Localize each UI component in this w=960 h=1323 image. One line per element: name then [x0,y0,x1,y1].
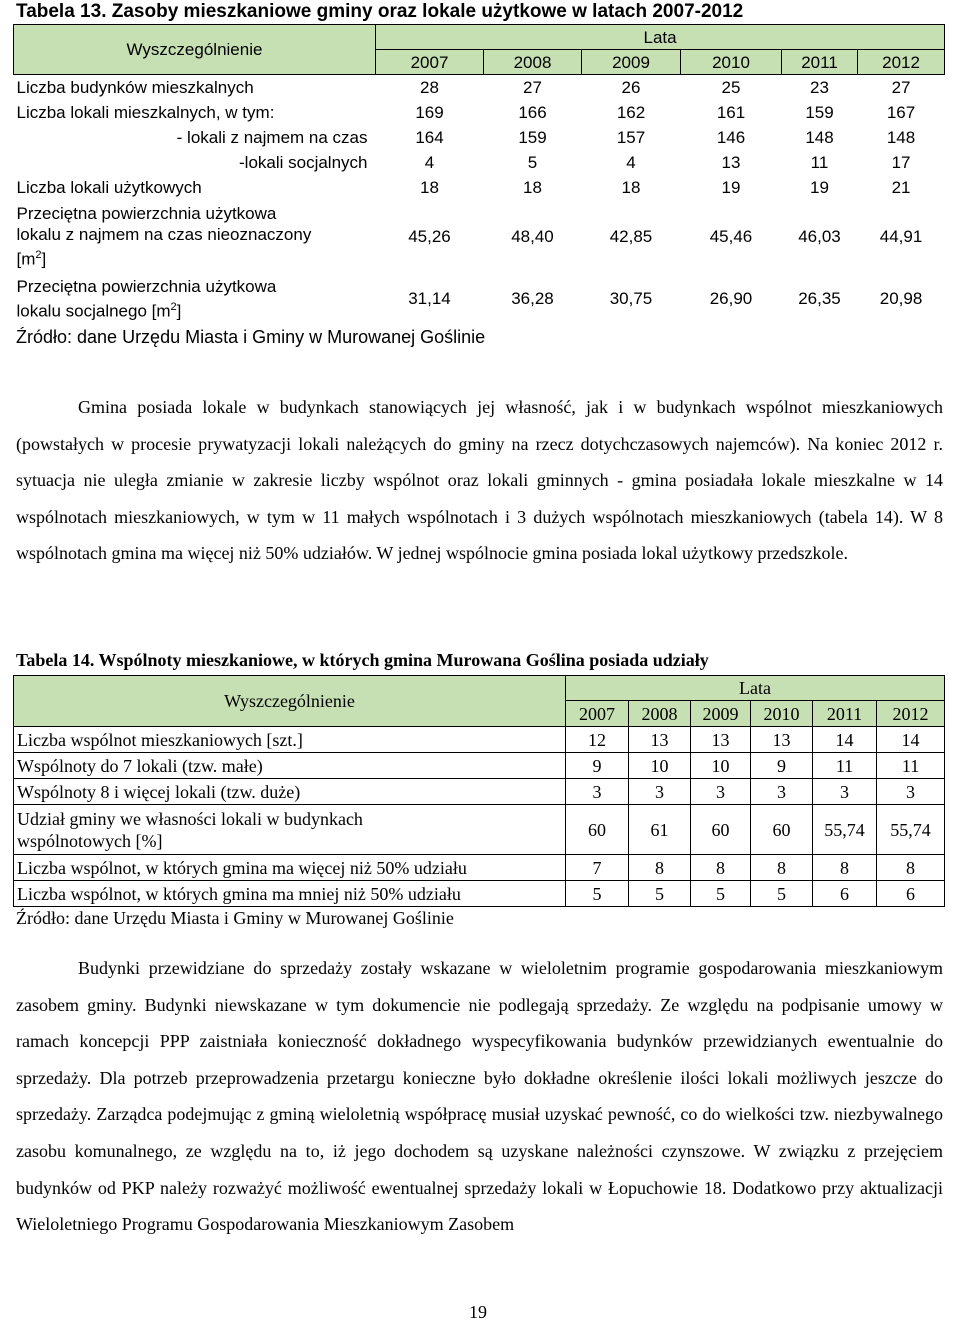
cell: 7 [566,855,629,881]
cell: 8 [813,855,877,881]
cell: 13 [751,727,813,753]
cell: 11 [813,753,877,779]
cell: 31,14 [408,289,451,308]
cell: 3 [629,779,691,805]
cell: 61 [629,805,691,855]
year-header: 2012 [877,701,945,727]
cell: 55,74 [877,805,945,855]
cell: 4 [424,152,435,172]
table-13-caption: Tabela 13. Zasoby mieszkaniowe gminy oraz lokale użytkowe w latach 2007-2012 [16,1,744,22]
cell: 13 [721,152,741,172]
year-header: 2010 [681,50,782,75]
table-header-label: Wyszczególnienie [14,676,566,727]
cell: 5 [566,881,629,907]
table-14-source: Źródło: dane Urzędu Miasta i Gminy w Murowanej Goślinie [16,908,454,928]
cell: 161 [716,102,746,122]
row-label: -lokali socjalnych [239,152,368,172]
table-row [14,175,945,200]
cell: 5 [691,881,751,907]
cell: 45,26 [408,226,451,246]
cell: 164 [415,127,444,147]
cell: 26 [621,77,641,97]
cell: 13 [691,727,751,753]
cell: 13 [629,727,691,753]
cell: 60 [566,805,629,855]
cell: 11 [810,152,829,172]
cell: 18 [523,177,542,197]
row-label: Liczba wspólnot, w których gmina ma więcej niż 50% udziału [14,855,566,881]
table-row [14,855,945,881]
cell: 9 [751,753,813,779]
table-13-source: Źródło: dane Urzędu Miasta i Gminy w Murowanej Goślinie [16,327,486,347]
row-label-end: ] [41,249,47,269]
row-label-text: Udział gminy we własności lokali w budynkach wspólnotowych [%] [17,808,363,851]
cell: 166 [518,102,547,122]
cell: 10 [691,753,751,779]
row-label: Liczba wspólnot mieszkaniowych [szt.] [14,727,566,753]
cell: 162 [616,102,646,122]
cell: 14 [877,727,945,753]
table-row [14,805,945,855]
cell: 18 [420,177,439,197]
cell: 159 [805,102,834,122]
cell: 12 [566,727,629,753]
cell: 148 [805,127,834,147]
table-row [14,125,945,150]
cell: 8 [691,855,751,881]
table-header-label: Wyszczególnienie [14,25,376,75]
cell: 25 [721,77,741,97]
year-header: 2010 [751,701,813,727]
cell: 44,91 [879,226,923,246]
cell: 3 [877,779,945,805]
cell: 8 [877,855,945,881]
row-label-end: ] [176,301,182,321]
cell: 21 [891,177,911,197]
cell: 30,75 [609,289,653,308]
cell: 146 [716,127,746,147]
cell: 60 [751,805,813,855]
cell: 6 [813,881,877,907]
cell: 5 [629,881,691,907]
year-header: 2011 [813,701,877,727]
cell: 8 [751,855,813,881]
cell: 46,03 [798,226,841,246]
row-label-text: Przeciętna powierzchnia użytkowa lokalu z najmem na czas nieoznaczony [m [16,203,312,269]
row-label: - lokali z najmem na czas [176,127,368,147]
table-row [14,779,945,805]
cell: 42,85 [609,226,653,246]
paragraph-2 [16,950,943,1243]
cell: 169 [415,102,444,122]
cell: 36,28 [511,289,554,308]
year-header: 2009 [691,701,751,727]
year-header: 2012 [858,50,945,75]
year-header: 2008 [484,50,582,75]
cell: 4 [626,152,636,172]
row-label: Wspólnoty do 7 lokali (tzw. małe) [14,753,566,779]
cell: 17 [891,152,911,172]
cell: 48,40 [511,226,554,246]
row-label [14,200,376,273]
table-row [14,100,945,125]
table-row [14,200,945,273]
year-header: 2007 [566,701,629,727]
year-header: 2007 [376,50,484,75]
cell: 14 [813,727,877,753]
cell: 9 [566,753,629,779]
cell: 45,46 [709,226,753,246]
row-label [14,805,566,855]
table-header-group: Lata [376,25,945,50]
cell: 27 [891,77,911,97]
cell: 3 [691,779,751,805]
cell: 3 [813,779,877,805]
cell: 23 [810,77,829,97]
paragraph-2-text: Budynki przewidziane do sprzedaży zostały wskazane w wieloletnim programie gospodarowania mieszkaniowym zasobem gminy. Budynki niewskazane w tym dokumencie nie podlegają sprzedaży. Ze względu na podpisanie umowy w ramach koncepcji PPP zaistniała konieczność dokładnego wyspecyfikowania budynków przewidzianych ewentualnie do sprzedaży. Dla potrzeb przeprowadzenia przetargu konieczne było dokładne określenie ilości lokali możliwych jeszcze do sprzedaży. Zarządca podejmując z gminą wieloletnią współpracę musiał uzyskać pewność, co do wielkości tzw. niezbywalnego zasobu komunalnego, ze względu na to, iż jego dochodem są uzyskane należności czynszowe. W związku z przejęciem budynków od PKP należy rozważyć możliwość ewentualnej sprzedaży lokali w Łopuchowie 18. Dodatkowo przy aktualizacji Wieloletniego Programu Gospodarowania Mieszkaniowym Zasobem [16,958,943,1235]
cell: 5 [527,152,538,172]
table-row [14,75,945,100]
cell: 159 [518,127,547,147]
table-row [14,273,945,325]
year-header: 2008 [629,701,691,727]
table-13 [13,24,945,325]
cell: 6 [877,881,945,907]
cell: 167 [886,102,916,122]
cell: 11 [877,753,945,779]
row-label-sup: 2 [35,248,42,261]
cell: 8 [629,855,691,881]
table-header-group: Lata [566,676,945,701]
cell: 3 [751,779,813,805]
cell: 5 [751,881,813,907]
cell: 19 [810,177,829,197]
cell: 3 [566,779,629,805]
cell: 26,35 [798,289,841,308]
row-label-sup: 2 [170,300,177,313]
cell: 26,90 [709,289,753,308]
row-label: Liczba wspólnot, w których gmina ma mniej niż 50% udziału [14,881,566,907]
cell: 148 [886,127,916,147]
table-row [14,881,945,907]
row-label: Wspólnoty 8 i więcej lokali (tzw. duże) [14,779,566,805]
row-label-text: Przeciętna powierzchnia użytkowa lokalu socjalnego [m [16,276,277,321]
row-label: Liczba lokali użytkowych [16,177,202,197]
year-header: 2011 [782,50,858,75]
cell: 157 [616,127,646,147]
page-number: 19 [469,1302,487,1322]
cell: 10 [629,753,691,779]
row-label: Liczba budynków mieszkalnych [16,77,254,97]
row-label [14,273,376,325]
year-header: 2009 [582,50,681,75]
table-row [14,150,945,175]
table-row [14,727,945,753]
cell: 55,74 [813,805,877,855]
cell: 27 [523,77,542,97]
table-row [14,753,945,779]
table-14 [13,675,945,907]
cell: 20,98 [879,289,923,308]
cell: 28 [420,77,439,97]
paragraph-1-text: Gmina posiada lokale w budynkach stanowiących jej własność, jak i w budynkach wspólnot mieszkaniowych (powstałych w procesie prywatyzacji lokali należących do gminy na rzecz dotychczasowych najemców). Na koniec 2012 r. sytuacja nie uległa zmianie w zakresie liczby wspólnot oraz lokali gminnych - gmina posiadała lokale mieszkalne w 14 wspólnotach mieszkaniowych, w tym w 11 małych wspólnotach i 3 dużych wspólnotach mieszkaniowych (tabela 14). W 8 wspólnotach gmina ma więcej niż 50% udziałów. W jednej wspólnocie gmina posiada lokal użytkowy przedszkole. [16,397,943,564]
cell: 60 [691,805,751,855]
cell: 18 [621,177,641,197]
cell: 19 [721,177,741,197]
row-label: Liczba lokali mieszkalnych, w tym: [16,102,275,122]
table-14-caption: Tabela 14. Wspólnoty mieszkaniowe, w których gmina Murowana Goślina posiada udziały [16,650,709,670]
paragraph-1 [16,389,943,572]
